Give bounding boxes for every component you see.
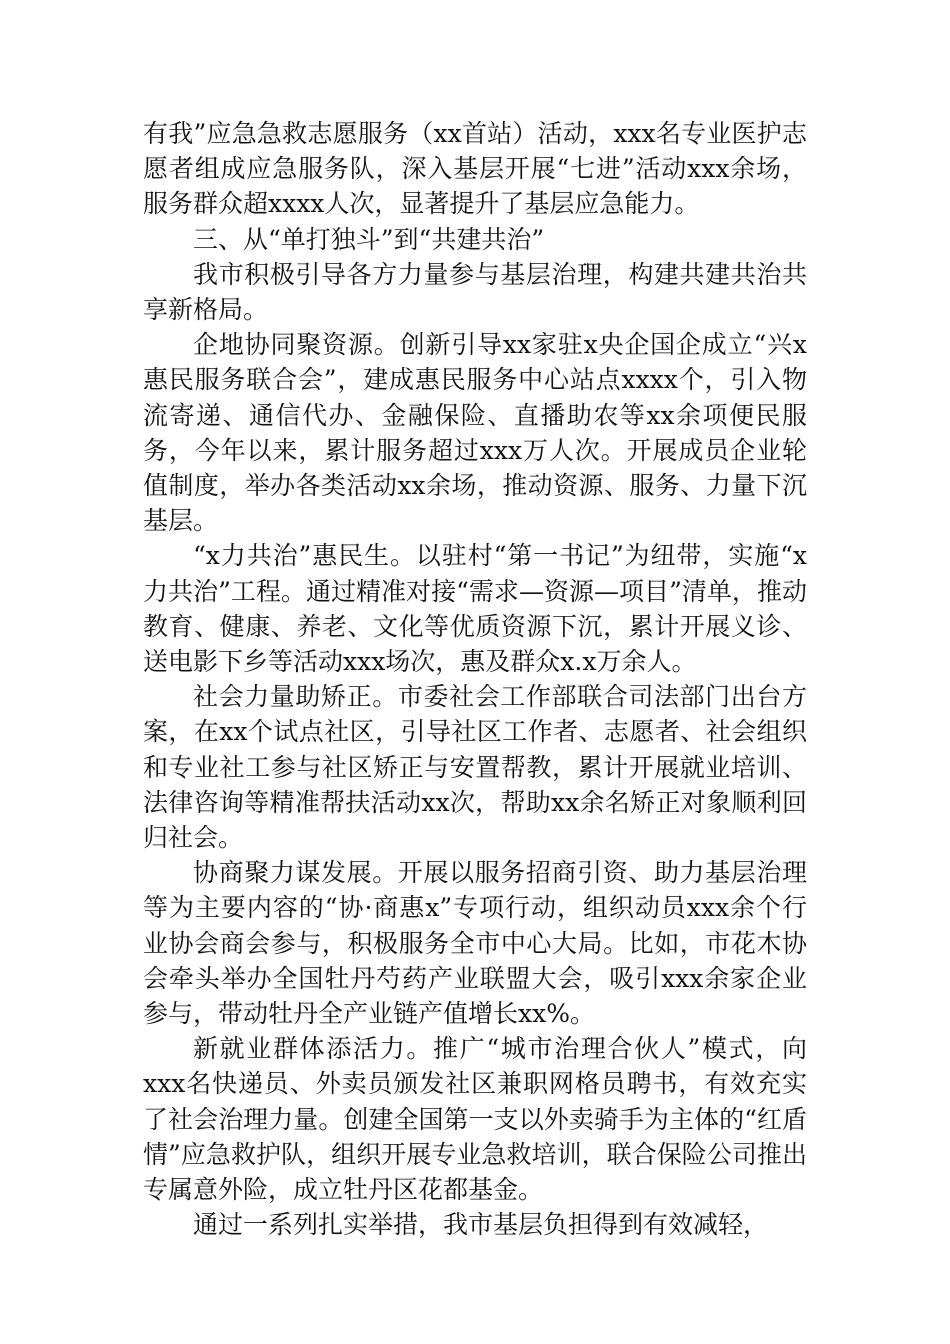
paragraph-consultation: 协商聚力谋发展。开展以服务招商引资、助力基层治理等为主要内容的“协·商惠x”专项行动，组织动员xxx余个行业协会商会参与，积极服务全市中心大局。比如，市花木协会牵头举办全国牡丹芍药产业联盟大会，吸引xxx余家企业参与，带动牡丹全产业链产值增长xx%。	[143, 858, 807, 1029]
paragraph-correction: 社会力量助矫正。市委社会工作部联合司法部门出台方案，在xx个试点社区，引导社区工作者、志愿者、社会组织和专业社工参与社区矫正与安置帮教，累计开展就业培训、法律咨询等精准帮扶活动xx次，帮助xx余名矫正对象顺利回归社会。	[143, 682, 807, 853]
paragraph-enterprise: 企地协同聚资源。创新引导xx家驻x央企国企成立“兴x惠民服务联合会”，建成惠民服务中心站点xxxx个，引入物流寄递、通信代办、金融保险、直播助农等xx余项便民服务，今年以来，累计服务超过xxx万人次。开展成员企业轮值制度，举办各类活动xx余场，推动资源、服务、力量下沉基层。	[143, 330, 807, 536]
paragraph-new-employment: 新就业群体添活力。推广“城市治理合伙人”模式，向xxx名快递员、外卖员颁发社区兼职网格员聘书，有效充实了社会治理力量。创建全国第一支以外卖骑手为主体的“红盾情”应急救护队，组织开展专业急救培训，联合保险公司推出专属意外险，成立牡丹区花都基金。	[143, 1034, 807, 1205]
document-body	[143, 116, 807, 1243]
paragraph-co-governance: “x力共治”惠民生。以驻村“第一书记”为纽带，实施“x力共治”工程。通过精准对接“需求—资源—项目”清单，推动教育、健康、养老、文化等优质资源下沉，累计开展义诊、送电影下乡等活动xxx场次，惠及群众x.x万余人。	[143, 541, 807, 677]
section-heading: 三、从“单打独斗”到“共建共治”	[193, 224, 545, 254]
paragraph-continued: 有我”应急急救志愿服务（xx首站）活动，xxx名专业医护志愿者组成应急服务队，深入基层开展“七进”活动xxx余场，服务群众超xxxx人次，显著提升了基层应急能力。	[143, 119, 807, 219]
paragraph-intro: 我市积极引导各方力量参与基层治理，构建共建共治共享新格局。	[143, 259, 807, 325]
paragraph-conclusion: 通过一系列扎实举措，我市基层负担得到有效减轻，	[193, 1210, 769, 1240]
